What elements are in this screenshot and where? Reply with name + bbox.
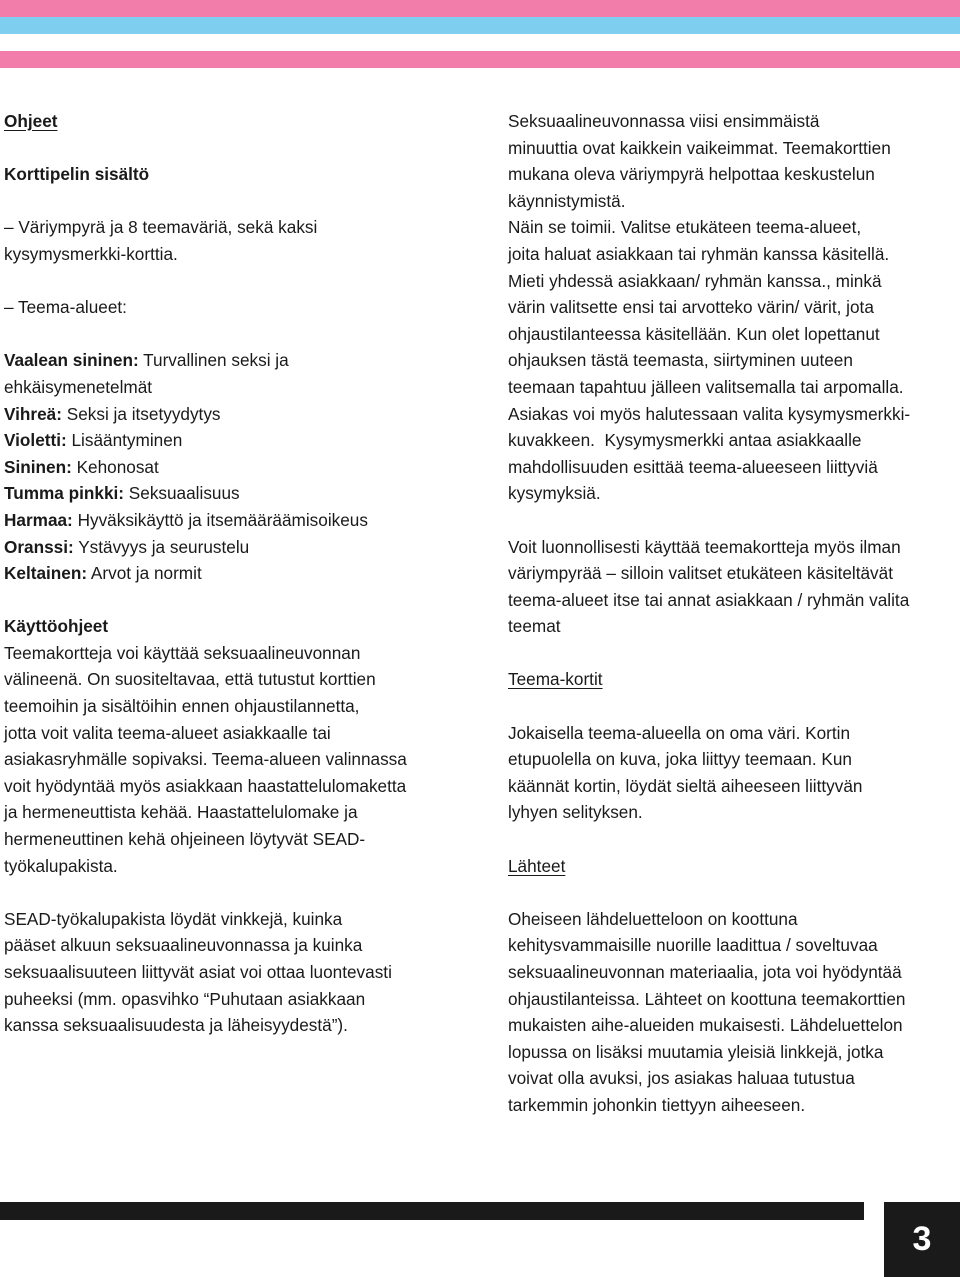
text-line: lyhyen selityksen. <box>508 802 643 823</box>
footer-bar <box>0 1202 864 1220</box>
text-line: Voit luonnollisesti käyttää teemakortteja myös ilman <box>508 536 901 557</box>
stripe-pink-bottom <box>0 51 960 68</box>
text-line: jotta voit valita teema-alueet asiakkaalle tai <box>4 722 331 743</box>
text-line: välineenä. On suositeltavaa, että tutustut korttien <box>4 669 376 690</box>
text-line: ohjauksen tästä teemasta, siirtyminen uuteen <box>508 350 853 371</box>
text-line: asiakasryhmälle sopivaksi. Teema-alueen valinnassa <box>4 749 407 770</box>
text-line: väriympyrää – silloin valitset etukäteen käsiteltävät <box>508 563 893 584</box>
color-stripes <box>0 0 960 68</box>
text-line: käännät kortin, löydät sieltä aiheeseen liittyvän <box>508 775 863 796</box>
text-line: ohjaustilanteessa käsitellään. Kun olet lopettanut <box>508 323 880 344</box>
text-line: etupuolella on kuva, joka liittyy teemaan. Kun <box>508 749 852 770</box>
text-line: – Väriympyrä ja 8 teemaväriä, sekä kaksi <box>4 217 318 238</box>
text-line: Asiakas voi myös halutessaan valita kysymysmerkki- <box>508 403 911 424</box>
text-line: Teemakortteja voi käyttää seksuaalineuvonnan <box>4 642 361 663</box>
theme-text: Seksuaalisuus <box>124 483 240 504</box>
text-line: teemaan tapahtuu jälleen valitsemalla tai arpomalla. <box>508 376 904 397</box>
text-line: mahdollisuuden esittää teema-alueeseen liittyviä <box>508 456 878 477</box>
theme-item <box>4 480 474 507</box>
text-line: voivat olla avuksi, jos asiakas haluaa tutustua <box>508 1068 855 1089</box>
theme-list <box>4 347 474 586</box>
theme-text: Lisääntyminen <box>66 430 183 451</box>
theme-label: Vaalean sininen: <box>4 350 139 371</box>
theme-label: Oranssi: <box>4 536 74 557</box>
text-line: joita haluat asiakkaan tai ryhmän kanssa käsitellä. <box>508 243 890 264</box>
text-line: voit hyödyntää myös asiakkaan haastattelulomaketta <box>4 775 407 796</box>
text-line: lopussa on lisäksi muutamia yleisiä linkkejä, jotka <box>508 1041 884 1062</box>
text-line: puheeksi (mm. opasvihko “Puhutaan asiakkaan <box>4 988 366 1009</box>
theme-item <box>4 401 474 428</box>
text-line: kanssa seksuaalisuudesta ja läheisyydestä”). <box>4 1015 348 1036</box>
left-column <box>4 108 474 1039</box>
theme-item <box>4 454 474 481</box>
text-line: mukana oleva väriympyrä helpottaa keskustelun <box>508 164 875 185</box>
text-line: kuvakkeen. Kysymysmerkki antaa asiakkaalle <box>508 430 862 451</box>
text-line: – Teema-alueet: <box>4 297 127 318</box>
text-line: seksuaalisuuteen liittyvät asiat voi ottaa luontevasti <box>4 962 392 982</box>
text-line: SEAD-työkalupakista löydät vinkkejä, kuinka <box>4 908 343 929</box>
text-line: minuuttia ovat kaikkein vaikeimmat. Teemakorttien <box>508 137 891 158</box>
text-line: kehitysvammaisille nuorille laadittua / soveltuvaa <box>508 935 878 956</box>
text-line: työkalupakista. <box>4 855 118 876</box>
heading-kayttoohjeet: Käyttöohjeet <box>4 616 109 637</box>
theme-text: Ystävyys ja seurustelu <box>73 536 250 557</box>
theme-item <box>4 427 474 454</box>
theme-label: Sininen: <box>4 456 72 477</box>
text-line: pääset alkuun seksuaalineuvonnassa ja kuinka <box>4 935 363 956</box>
text-line: Oheiseen lähdeluetteloon on koottuna <box>508 908 798 929</box>
theme-label: Harmaa: <box>4 509 73 530</box>
theme-label: Keltainen: <box>4 563 88 584</box>
theme-label: Violetti: <box>4 430 67 451</box>
theme-text: Arvot ja normit <box>87 563 202 584</box>
text-line: Näin se toimii. Valitse etukäteen teema-alueet, <box>508 217 862 238</box>
text-line: Jokaisella teema-alueella on oma väri. Kortin <box>508 722 851 743</box>
text-line: Seksuaalineuvonnassa viisi ensimmäistä <box>508 111 820 131</box>
text-line: teemat <box>508 616 561 637</box>
text-line: käynnistymistä. <box>508 190 626 211</box>
text-line: Mieti yhdessä asiakkaan/ ryhmän kanssa., minkä <box>508 270 882 291</box>
text-line: seksuaalineuvonnan materiaalia, jota voi hyödyntää <box>508 962 902 982</box>
theme-text: Turvallinen seksi ja <box>138 350 289 371</box>
text-line: kysymysmerkki-korttia. <box>4 243 178 264</box>
text-line: ja hermeneuttista kehää. Haastattelulomake ja <box>4 802 358 823</box>
text-line: tarkemmin johonkin tiettyyn aiheeseen. <box>508 1094 806 1115</box>
page-number: 3 <box>884 1202 960 1277</box>
theme-item <box>4 347 474 374</box>
right-column <box>508 108 960 1119</box>
text-line: kysymyksiä. <box>508 483 601 504</box>
text-line: mukaisten aihe-alueiden mukaisesti. Lähdeluettelon <box>508 1015 903 1036</box>
theme-item <box>4 560 474 587</box>
text-line: ohjaustilanteissa. Lähteet on koottuna teemakorttien <box>508 988 906 1009</box>
heading-korttipelin-sisalto: Korttipelin sisältö <box>4 164 150 185</box>
text-line: teemoihin ja sisältöihin ennen ohjaustilannetta, <box>4 696 360 717</box>
theme-label: Vihreä: <box>4 403 62 424</box>
text-line: värin valitsette ensi tai arvotteko värin/ värit, jota <box>508 297 874 318</box>
heading-lahteet: Lähteet <box>508 855 566 876</box>
theme-item <box>4 374 474 401</box>
theme-text: ehkäisymenetelmät <box>4 376 153 397</box>
heading-teema-kortit: Teema-kortit <box>508 669 603 690</box>
theme-item <box>4 534 474 561</box>
theme-text: Seksi ja itsetyydytys <box>61 403 221 424</box>
theme-item <box>4 507 474 534</box>
theme-label: Tumma pinkki: <box>4 483 125 504</box>
heading-ohjeet: Ohjeet <box>4 111 58 131</box>
text-line: hermeneuttinen kehä ohjeineen löytyvät SEAD- <box>4 829 366 850</box>
stripe-light-blue <box>0 17 960 34</box>
stripe-pink-top <box>0 0 960 17</box>
theme-text: Kehonosat <box>71 456 159 477</box>
theme-text: Hyväksikäyttö ja itsemääräämisoikeus <box>72 509 368 530</box>
stripe-white <box>0 34 960 51</box>
text-line: teema-alueet itse tai annat asiakkaan / ryhmän valita <box>508 589 910 610</box>
